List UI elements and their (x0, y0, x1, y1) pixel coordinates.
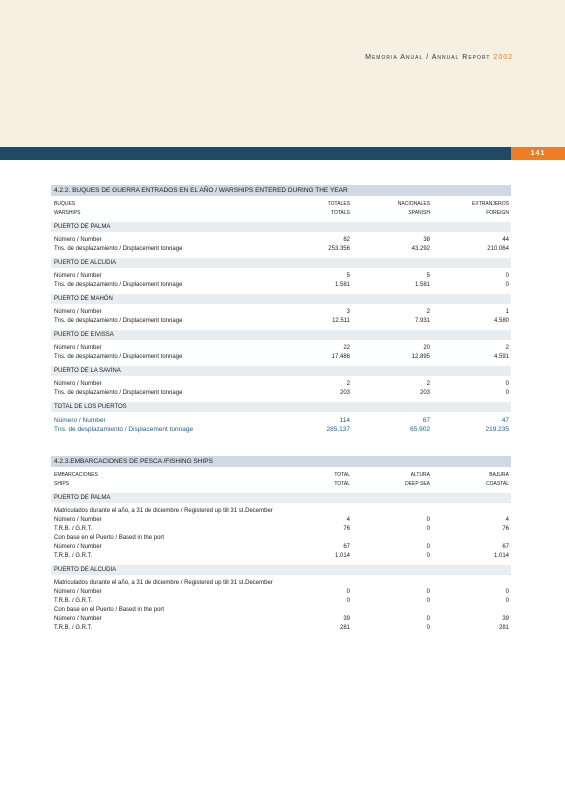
value-col-1: 3 (346, 309, 350, 315)
value-col-3: 4 (505, 517, 509, 523)
value-col-3: 219.235 (485, 426, 509, 433)
column-header-row (51, 200, 511, 209)
value-col-1: 1.014 (334, 553, 350, 559)
row-label: Número / Number (54, 417, 106, 424)
row-label: Número / Number (54, 237, 102, 243)
value-col-3: 76 (502, 526, 509, 532)
value-col-3: 0 (505, 390, 509, 396)
value-col-2: 65.902 (410, 426, 430, 433)
table-row (51, 543, 511, 552)
column-header-label: SHIPS (54, 481, 70, 487)
row-label: Tns. de desplazamiento / Displacement tonnage (54, 318, 183, 324)
value-col-3: 210.064 (487, 246, 509, 252)
port-header: PUERTO DE ALCUDIA (51, 565, 511, 575)
report-title: Memoria Anual / Annual Report (365, 54, 491, 61)
column-header-3: FOREIGN (486, 210, 509, 216)
tables-content (51, 185, 511, 633)
value-col-3: 0 (505, 589, 509, 595)
value-col-1: 17.486 (331, 354, 350, 360)
value-col-3: 0 (505, 598, 509, 604)
table-row (51, 281, 511, 290)
value-col-2: 2 (426, 309, 430, 315)
value-col-2: 12.895 (411, 354, 430, 360)
value-col-2: 203 (419, 390, 430, 396)
value-col-1: 22 (343, 345, 350, 351)
value-col-3: 47 (501, 417, 509, 424)
column-header-label: BUQUES (54, 201, 76, 207)
column-header-2: NACIONALES (397, 201, 430, 207)
table-row (51, 272, 511, 281)
port-header: PUERTO DE ALCUDIA (51, 258, 511, 268)
value-col-2: 1.581 (414, 282, 430, 288)
value-col-3: 2 (505, 345, 509, 351)
value-col-1: 203 (339, 390, 350, 396)
table-row (51, 245, 511, 254)
row-label: Número / Number (54, 589, 102, 595)
warships-table (51, 185, 511, 434)
row-label: Número / Number (54, 517, 102, 523)
table-row (51, 416, 511, 425)
value-col-2: 0 (426, 598, 430, 604)
value-col-3: 39 (502, 616, 509, 622)
table-row (51, 579, 511, 588)
report-year: 2002 (493, 54, 513, 61)
value-col-3: 1 (505, 309, 509, 315)
column-header-label: WARSHIPS (54, 210, 81, 216)
value-col-3: 0 (505, 381, 509, 387)
table-row (51, 606, 511, 615)
value-col-2: 38 (423, 237, 430, 243)
value-col-1: 4 (346, 517, 350, 523)
row-label: T.R.B. / G.R.T. (54, 598, 93, 604)
value-col-2: 0 (426, 589, 430, 595)
port-header: PUERTO DE MAHÓN (51, 294, 511, 304)
value-col-1: 1.581 (334, 282, 350, 288)
row-label: Tns. de desplazamiento / Displacement tonnage (54, 426, 194, 433)
table-row (51, 344, 511, 353)
table-row (51, 353, 511, 362)
value-col-1: 39 (343, 616, 350, 622)
value-col-3: 67 (502, 544, 509, 550)
section-title: 4.2.2. BUQUES DE GUERRA ENTRADOS EN EL AÑO / WARSHIPS ENTERED DURING THE YEAR (51, 185, 511, 196)
column-header-3: EXTRANJEROS (472, 201, 509, 207)
column-header-row (51, 480, 511, 489)
value-col-1: 2 (346, 381, 350, 387)
section-title: 4.2.3.EMBARCACIONES DE PESCA /FISHING SHIPS (51, 456, 511, 467)
port-header: TOTAL DE LOS PUERTOS (51, 402, 511, 412)
port-header: PUERTO DE LA SAVINA (51, 366, 511, 376)
value-col-1: 0 (346, 589, 350, 595)
table-row (51, 236, 511, 245)
table-row (51, 516, 511, 525)
column-header-1: TOTAL (334, 481, 350, 487)
table-row (51, 597, 511, 606)
row-label: Matriculados durante el año, a 31 de diciembre / Registered up till 31 st.December (54, 508, 273, 514)
column-header-1: TOTALS (331, 210, 350, 216)
column-header-2: SPANISH (408, 210, 430, 216)
table-row (51, 389, 511, 398)
table-row (51, 588, 511, 597)
value-col-3: 0 (505, 273, 509, 279)
table-row (51, 525, 511, 534)
value-col-3: 4.580 (493, 318, 509, 324)
table-row (51, 507, 511, 516)
row-label: Tns. de desplazamiento / Displacement tonnage (54, 282, 183, 288)
value-col-2: 7.931 (414, 318, 430, 324)
column-header-1: TOTALES (327, 201, 350, 207)
column-header-2: ALTURA (410, 472, 430, 478)
row-label: Número / Number (54, 309, 102, 315)
column-header-3: BAJURA (489, 472, 509, 478)
table-row (51, 534, 511, 543)
row-label: Tns. de desplazamiento / Displacement tonnage (54, 246, 183, 252)
row-label: Con base en el Puerto / Based in the port (54, 607, 165, 613)
value-col-2: 0 (426, 625, 430, 631)
value-col-2: 43.292 (411, 246, 430, 252)
value-col-1: 253.356 (328, 246, 350, 252)
value-col-1: 82 (343, 237, 350, 243)
row-label: Número / Number (54, 616, 102, 622)
row-label: Número / Number (54, 345, 102, 351)
value-col-1: 5 (346, 273, 350, 279)
column-header-2: DEEP SEA (405, 481, 430, 487)
table-row (51, 615, 511, 624)
value-col-1: 281 (339, 625, 350, 631)
value-col-2: 0 (426, 544, 430, 550)
value-col-3: 0 (505, 282, 509, 288)
column-header-label: EMBARCACIONES (54, 472, 98, 478)
value-col-1: 285.137 (326, 426, 350, 433)
row-label: Tns. de desplazamiento / Displacement tonnage (54, 390, 183, 396)
row-label: Número / Number (54, 544, 102, 550)
table-row (51, 308, 511, 317)
row-label: T.R.B. / G.R.T. (54, 553, 93, 559)
column-header-3: COASTAL (486, 481, 509, 487)
value-col-2: 5 (426, 273, 430, 279)
value-col-2: 0 (426, 616, 430, 622)
value-col-1: 76 (343, 526, 350, 532)
blue-bar (0, 147, 511, 160)
row-label: Número / Number (54, 273, 102, 279)
value-col-2: 0 (426, 526, 430, 532)
page-number: 141 (530, 150, 546, 157)
value-col-2: 67 (422, 417, 430, 424)
table-row (51, 624, 511, 633)
row-label: Tns. de desplazamiento / Displacement tonnage (54, 354, 183, 360)
row-label: T.R.B. / G.R.T. (54, 526, 93, 532)
port-header: PUERTO DE EIVISSA (51, 330, 511, 340)
value-col-2: 20 (423, 345, 430, 351)
value-col-3: 4.591 (493, 354, 509, 360)
table-row (51, 552, 511, 561)
value-col-1: 12.511 (332, 318, 350, 324)
port-header: PUERTO DE PALMA (51, 493, 511, 503)
row-label: Matriculados durante el año, a 31 de diciembre / Registered up till 31 st.December (54, 580, 273, 586)
row-label: Con base en el Puerto / Based in the port (54, 535, 165, 541)
report-header (365, 54, 513, 61)
table-row (51, 425, 511, 434)
value-col-2: 2 (426, 381, 430, 387)
table-row (51, 317, 511, 326)
value-col-2: 0 (426, 517, 430, 523)
value-col-3: 44 (502, 237, 509, 243)
row-label: Número / Number (54, 381, 102, 387)
fishing-table (51, 456, 511, 633)
value-col-1: 114 (339, 417, 350, 424)
value-col-3: 1.014 (493, 553, 509, 559)
table-row (51, 380, 511, 389)
value-col-1: 67 (343, 544, 350, 550)
column-header-1: TOTAL (334, 472, 350, 478)
port-header: PUERTO DE PALMA (51, 222, 511, 232)
column-header-row (51, 209, 511, 218)
header-band (0, 0, 565, 147)
value-col-2: 0 (426, 553, 430, 559)
column-header-row (51, 471, 511, 480)
row-label: T.R.B. / G.R.T. (54, 625, 93, 631)
value-col-3: 281 (498, 625, 509, 631)
value-col-1: 0 (346, 598, 350, 604)
